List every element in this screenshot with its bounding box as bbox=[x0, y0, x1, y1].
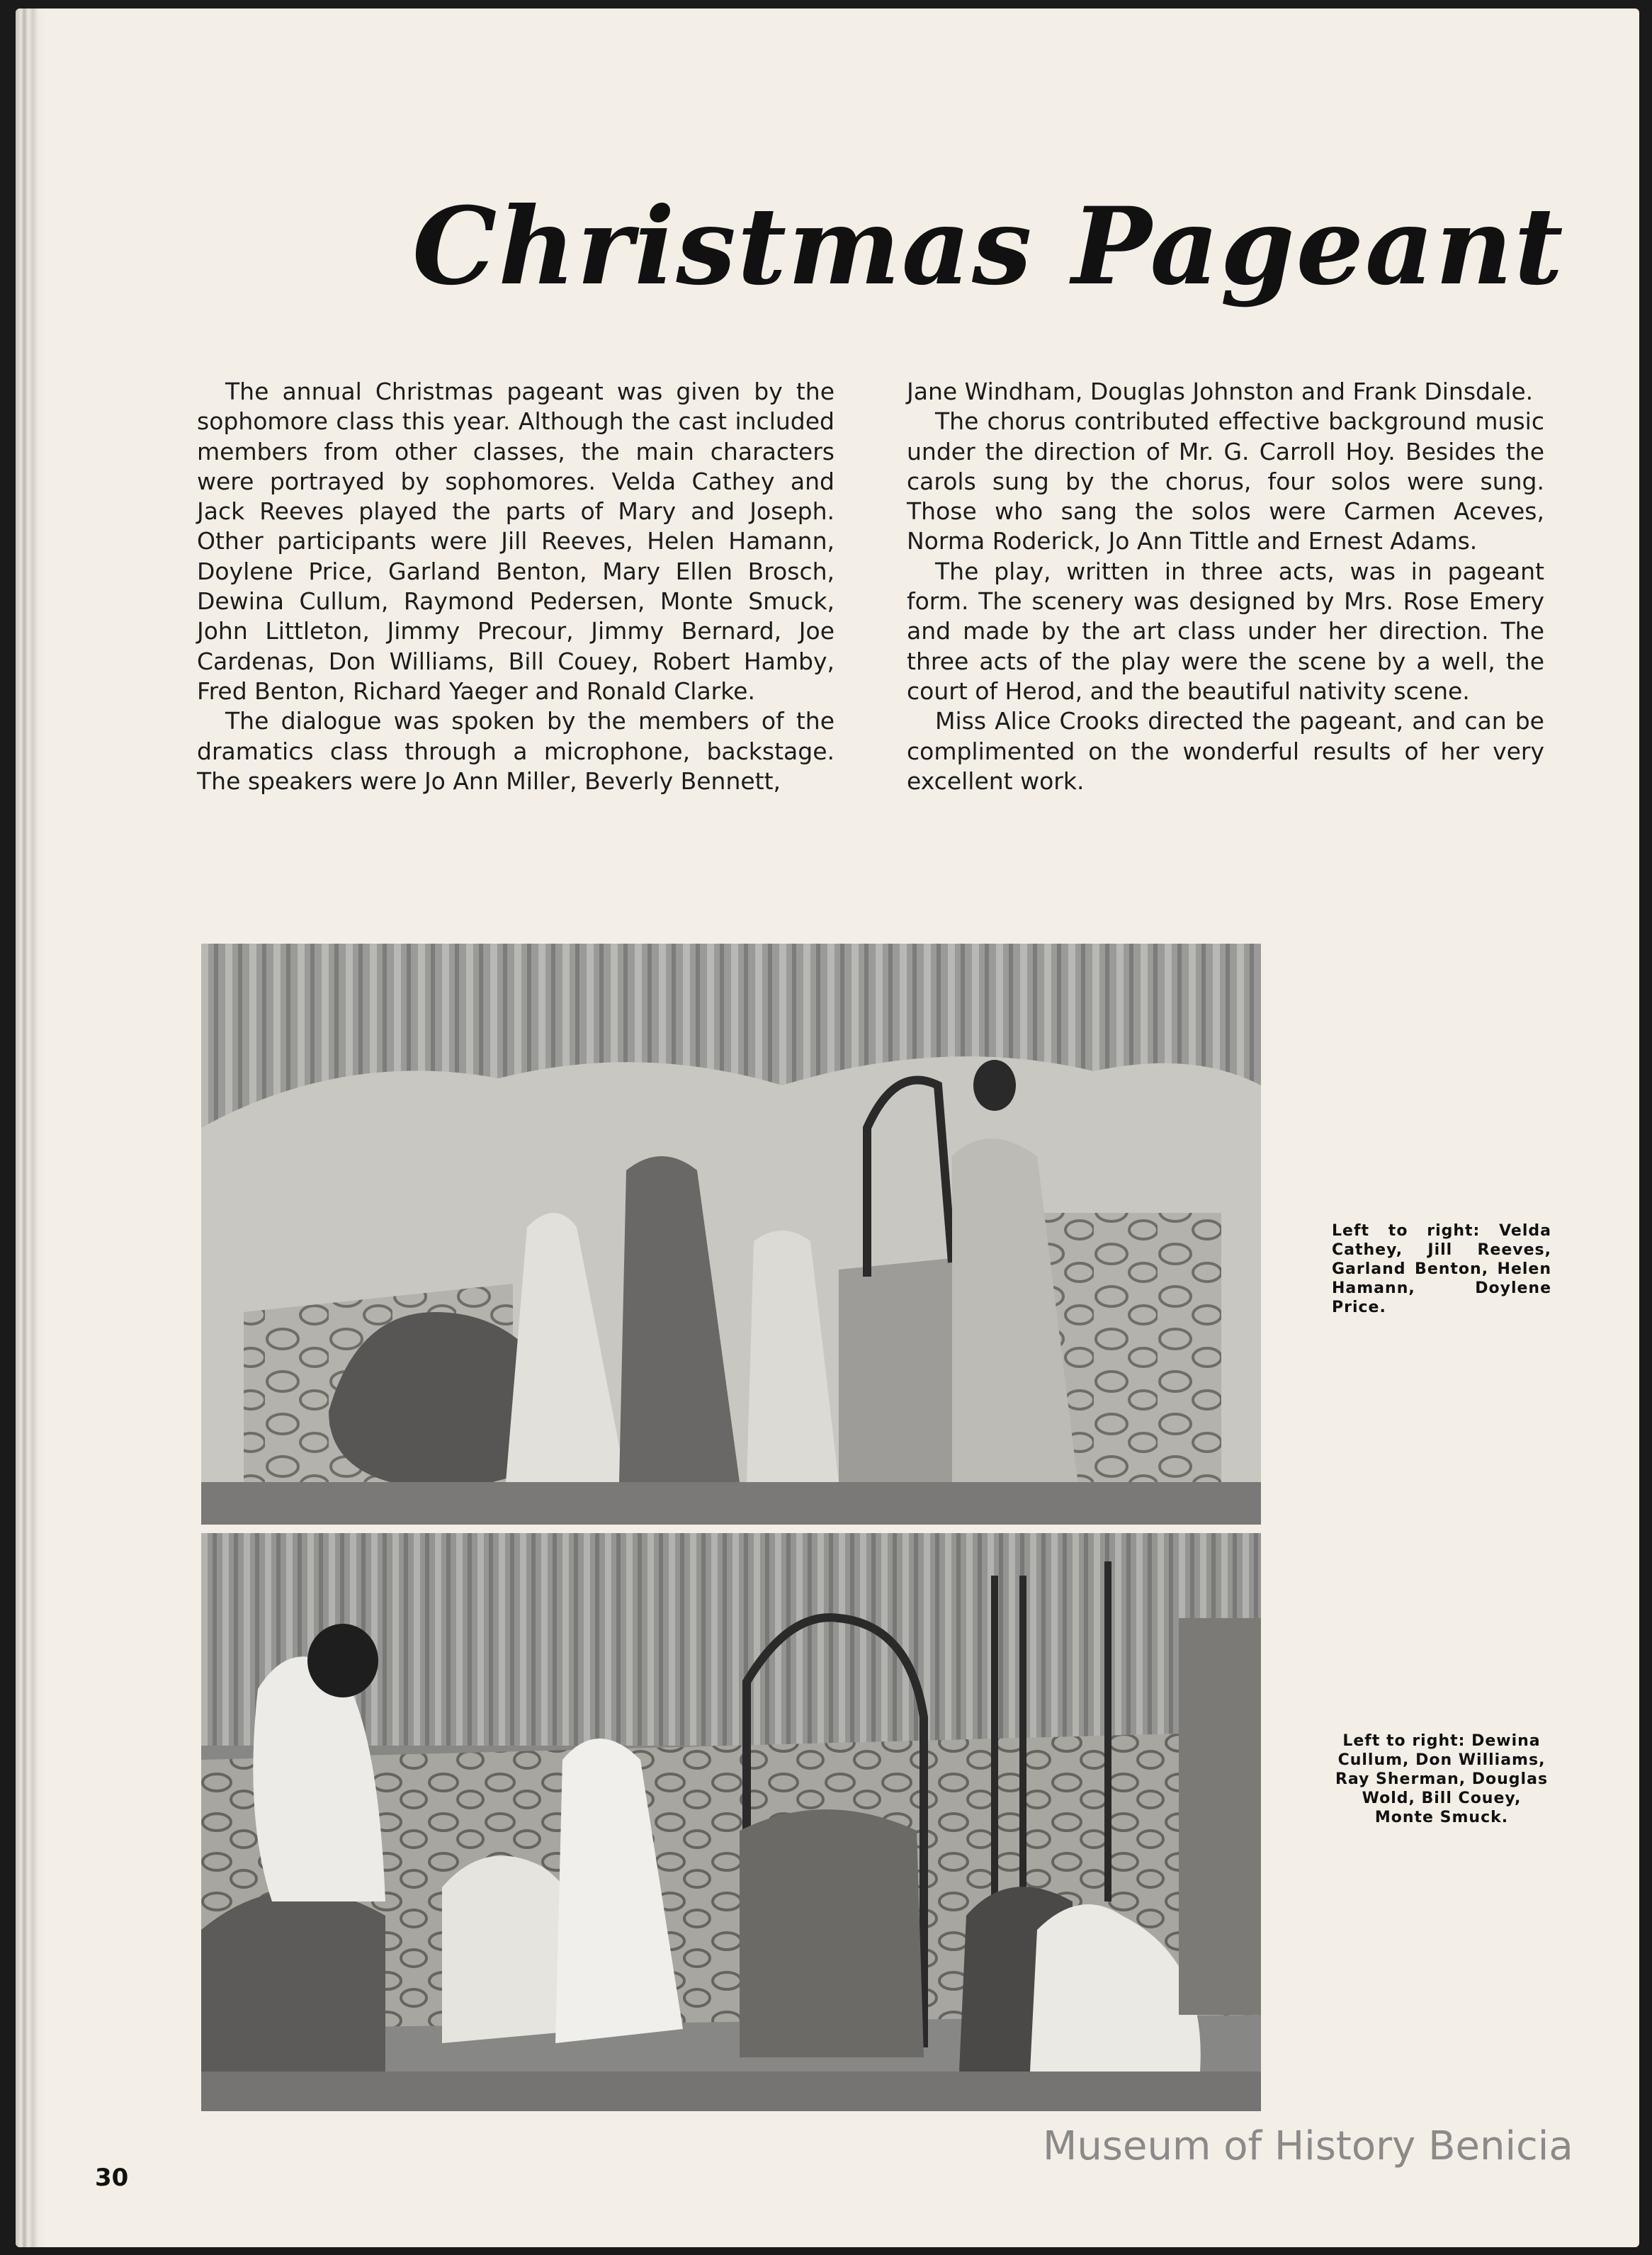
article-paragraph: Jane Windham, Douglas Johnston and Frank Dinsdale. bbox=[907, 378, 1534, 405]
article-column-left bbox=[197, 377, 835, 796]
photo-nativity-scene bbox=[201, 1533, 1261, 2111]
yearbook-page bbox=[16, 9, 1639, 2247]
page-number: 30 bbox=[95, 2164, 129, 2192]
photo-caption-bottom: Left to right: Dewina Cullum, Don Williams, Ray Sherman, Douglas Wold, Bill Couey, Monte Smuck. bbox=[1335, 1732, 1549, 1826]
article-column-right bbox=[907, 377, 1544, 796]
article-paragraph: The dialogue was spoken by the members of the dramatics class through a microphone, backstage. The speakers were Jo Ann Miller, Beverly Bennett, bbox=[197, 707, 835, 795]
article-paragraph: Miss Alice Crooks directed the pageant, and can be complimented on the wonderful results of her very excellent work. bbox=[907, 707, 1544, 795]
article-paragraph: The play, written in three acts, was in pageant form. The scenery was designed by Mrs. Rose Emery and made by the art class under her direction. The three acts of the play were the scene by a well, the court of Herod, and the beautiful nativity scene. bbox=[907, 557, 1544, 705]
article-paragraph: The annual Christmas pageant was given by the sophomore class this year. Although the cast included members from other classes, the main characters were portrayed by sophomores. Velda Cathey and Jack Reeves played the parts of Mary and Joseph. Other participants were Jill Reeves, Helen Hamann, Doylene Price, Garland Benton, Mary Ellen Brosch, Dewina Cullum, Raymond Pedersen, Monte Smuck, John Littleton, Jimmy Precour, Jimmy Bernard, Joe Cardenas, Don Williams, Bill Couey, Robert Hamby, Fred Benton, Richard Yaeger and Ronald Clarke. bbox=[197, 378, 835, 705]
photo-nativity-scene-image bbox=[201, 1533, 1261, 2111]
photo-caption-top: Left to right: Velda Cathey, Jill Reeves, Garland Benton, Helen Hamann, Doylene Price. bbox=[1332, 1222, 1551, 1316]
page-title: Christmas Pageant bbox=[412, 184, 1565, 309]
photo-well-scene bbox=[201, 944, 1261, 1525]
watermark-text: Museum of History Benicia bbox=[1043, 2123, 1573, 2169]
photo-well-scene-image bbox=[201, 944, 1261, 1525]
page-binding-edge bbox=[16, 9, 47, 2247]
article-paragraph: The chorus contributed effective background music under the direction of Mr. G. Carroll Hoy. Besides the carols sung by the chorus, four solos were sung. Those who sang the solos were Carmen Aceves, Norma Roderick, Jo Ann Tittle and Ernest Adams. bbox=[907, 407, 1544, 555]
